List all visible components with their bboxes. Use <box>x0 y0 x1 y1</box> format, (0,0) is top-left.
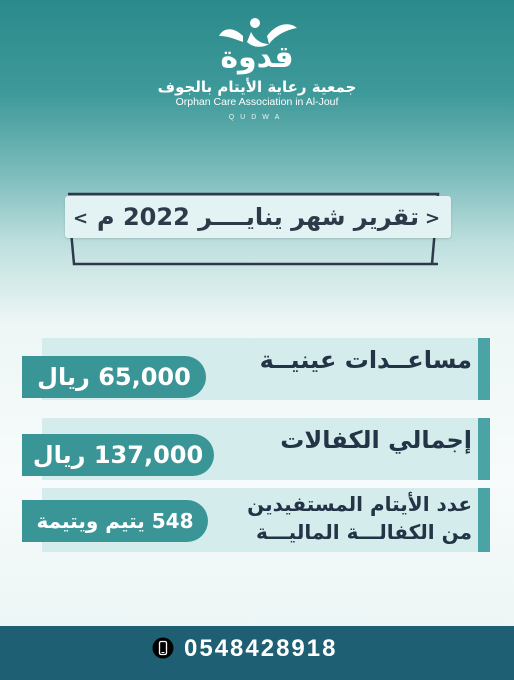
stat-row-in-kind <box>22 338 490 400</box>
stat-row-sponsorships <box>22 418 490 480</box>
logo-arabic-text: جمعية رعاية الأيتام بالجوف <box>157 78 357 96</box>
chevron-left-icon: < <box>73 208 89 229</box>
logo-name: قدوة <box>220 40 294 75</box>
logo-sub-text: QUDWA <box>228 114 286 121</box>
stat-value: 65,000 ريال <box>22 356 206 398</box>
stat-edge <box>478 488 490 552</box>
stat-edge <box>478 338 490 400</box>
phone-number[interactable]: 0548428918 <box>184 635 338 662</box>
phone-icon <box>152 637 174 659</box>
stat-edge <box>478 418 490 480</box>
stat-value: 137,000 ريال <box>22 434 214 476</box>
report-title: تقرير شهر ينايــــر 2022 م <box>97 203 419 231</box>
stat-label: إجمالي الكفالات <box>280 426 472 454</box>
chevron-right-icon: > <box>425 208 441 229</box>
stat-label-line2: من الكفالـــة الماليـــة <box>256 520 472 544</box>
stat-value: 548 يتيم ويتيمة <box>22 500 208 542</box>
stat-label-line1: عدد الأيتام المستفيدين <box>247 492 472 516</box>
stat-label: مساعــدات عينيــة <box>259 346 472 374</box>
title-box <box>65 196 451 238</box>
logo-english-text: Orphan Care Association in Al-Jouf <box>175 96 339 108</box>
stat-row-orphans <box>22 488 490 552</box>
